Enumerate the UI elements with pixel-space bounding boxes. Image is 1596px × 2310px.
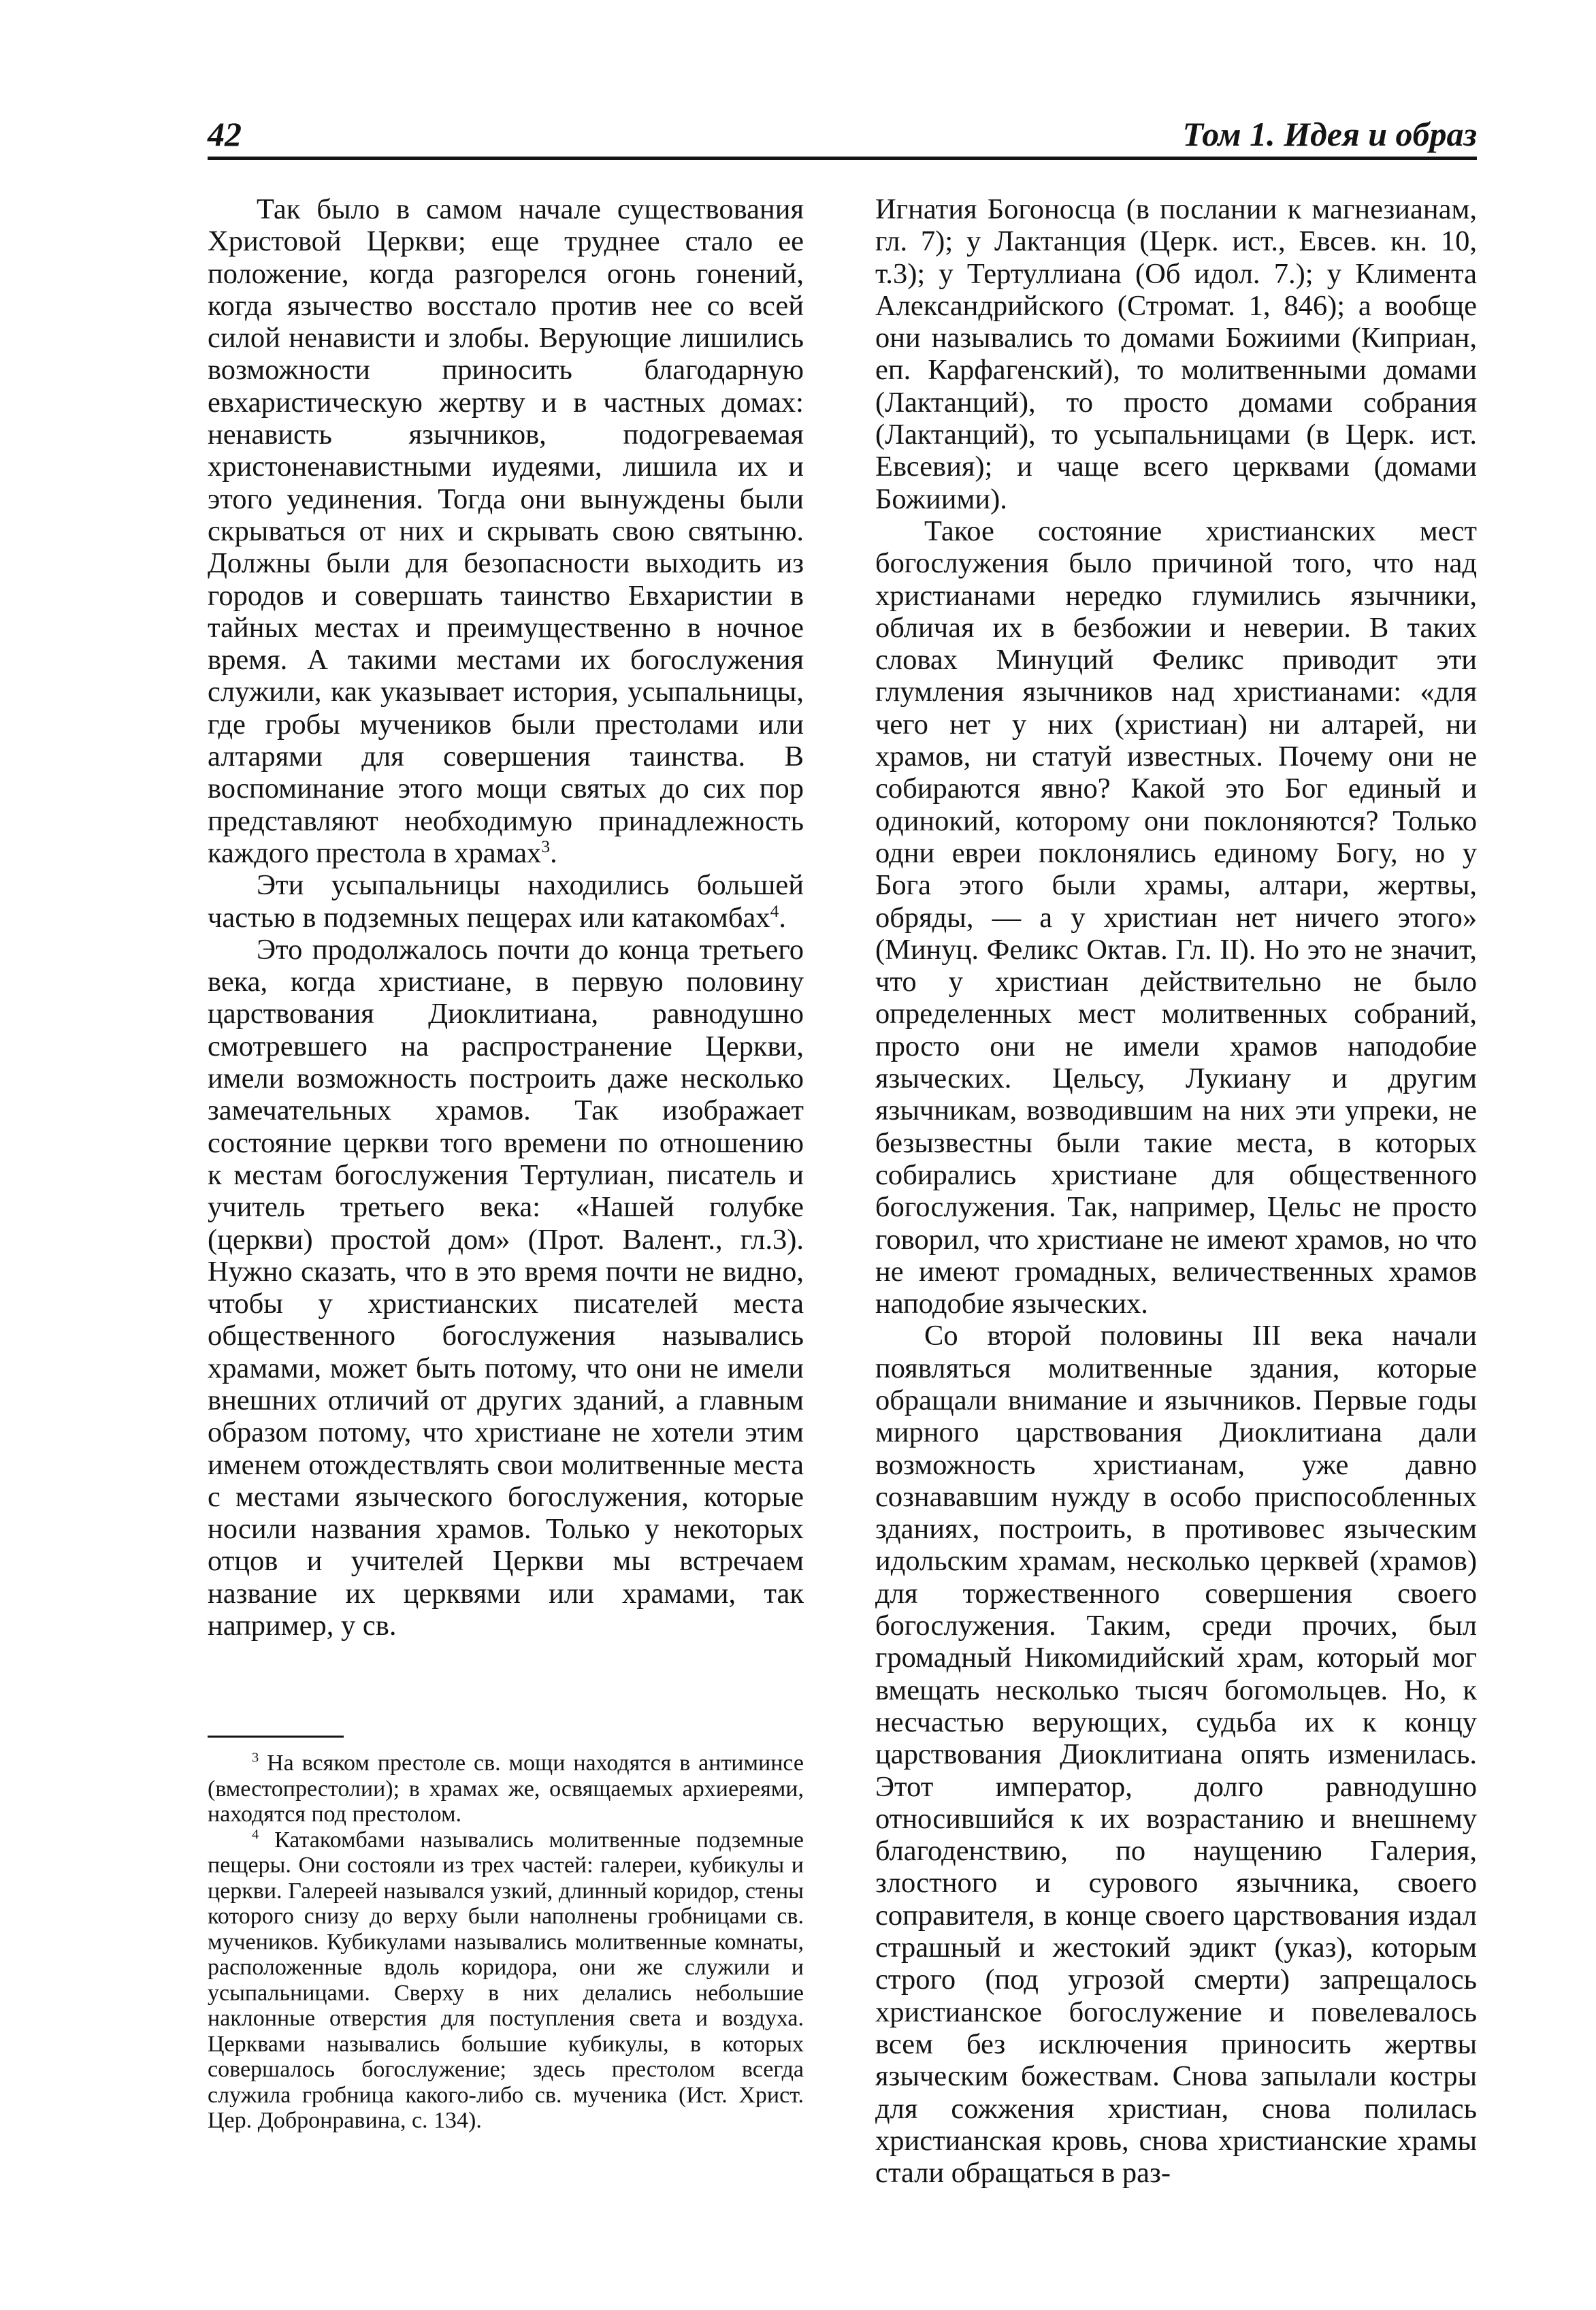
footnote [208,1751,804,1827]
page-header [208,114,1477,160]
right-column [875,193,1477,2189]
footnote-mark: 4 [252,1827,259,1842]
footnote-ref: 3 [541,836,551,856]
footnotes [208,1751,804,2134]
footnote-ref: 4 [770,900,779,921]
paragraph: Со второй половины III века начали появляться молитвенные здания, которые обращали внимание и язычников. Первые годы мирного царствования Диоклитиана дали возможность христианам, уже давно сознававшим нужду в особо приспособленных зданиях, построить, в противовес языческим идольским храмам, несколько церквей (храмов) для торжественного совершения своего богослужения. Таким, среди прочих, был громадный Никомидийский храм, который мог вмещать несколько тысяч богомольцев. Но, к несчастью верующих, судьба их к концу царствования Диоклитиана опять изменилась. Этот император, долго равнодушно относившийся к их возрастанию и внешнему благоденствию, по наущению Галерия, злостного и сурового язычника, своего соправителя, в конце своего царствования издал страшный и жестокий эдикт (указ), которым строго (под угрозой смерти) запрещалось христианское богослужение и повелевалось всем без исключения приносить жертвы языческим божествам. Снова запылали костры для сожжения христиан, снова полилась христианская кровь, снова христианские храмы стали обращаться в раз- [875,1320,1477,2190]
footnote [208,1827,804,2134]
paragraph-text: Эти усыпальницы находились большей частью в подземных пещерах или катакомбах [208,869,804,934]
page-number: 42 [208,115,242,153]
left-column [208,193,804,1642]
footnote-mark: 3 [252,1750,259,1766]
footnote-separator [208,1736,344,1738]
footnote-text: На всяком престоле св. мощи находятся в антиминсе (вместопрестолии); в храмах же, освящаемых архиереями, находятся под престолом. [208,1751,804,1827]
paragraph: Эти усыпальницы находились большей частью в подземных пещерах или катакомбах$^4$. [208,869,804,934]
paragraph-text: Так было в самом начале существования Христовой Церкви; еще труднее стало ее положение, когда разгорелся огонь гонений, когда язычество восстало против нее со всей силой ненависти и злобы. Верующие лишились возможности приносить благодарную евхаристическую жертву и в частных домах: ненависть язычников, подогреваемая христоненавистными иудеями, лишила их и этого уединения. Тогда они вынуждены были скрываться от них и скрывать свою святыню. Должны были для безопасности выходить из городов и совершать таинство Евхаристии в тайных местах и преимущественно в ночное время. А такими местами их богослужения служили, как указывает история, усыпальницы, где гробы мучеников были престолами или алтарями для совершения таинства. В воспоминание этого мощи святых до сих пор представляют необходимую принадлежность каждого престола в храмах [208,193,804,869]
running-title: Том 1. Идея и образ [1182,115,1477,153]
paragraph: Это продолжалось почти до конца третьего века, когда христиане, в первую половину царствования Диоклитиана, равнодушно смотревшего на распространение Церкви, имели возможность построить даже несколько замечательных храмов. Так изображает состояние церкви того времени по отношению к местам богослужения Тертулиан, писатель и учитель третьего века: «Нашей голубке (церкви) простой дом» (Прот. Валент., гл.3). Нужно сказать, что в это время почти не видно, чтобы у христианских писателей места общественного богослужения назывались храмами, может быть потому, что они не имели внешних отличий от других зданий, а главным образом потому, что христиане не хотели этим именем отождествлять свои молитвенные места с местами языческого богослужения, которые носили названия храмов. Только у некоторых отцов и учителей Церкви мы встречаем название их церквями или храмами, так например, у св. [208,933,804,1642]
paragraph: Такое состояние христианских мест богослужения было причиной того, что над христианами нередко глумились язычники, обличая их в безбожии и неверии. В таких словах Минуций Феликс приводит эти глумления язычников над христианами: «для чего нет у них (христиан) ни алтарей, ни храмов, ни статуй известных. Почему они не собираются явно? Какой это Бог единый и одинокий, которому они поклоняются? Только одни евреи поклонялись единому Богу, но у Бога этого были храмы, алтари, жертвы, обряды, — а у христиан нет ничего этого» (Минуц. Феликс Октав. Гл. II). Но это не значит, что у христиан действительно не было определенных мест молитвенных собраний, просто они не имели храмов наподобие языческих. Цельсу, Лукиану и другим язычникам, возводившим на них эти упреки, не безызвестны были такие места, в которых собирались христиане для общественного богослужения. Так, например, Цельс не просто говорил, что христиане не имеют храмов, но что не имеют громадных, величественных храмов наподобие языческих. [875,515,1477,1320]
footnote-text: Катакомбами назывались молитвенные подземные пещеры. Они состояли из трех частей: галереи, кубикулы и церкви. Галереей назывался узкий, длинный коридор, стены которого снизу до верху были наполнены гробницами св. мучеников. Кубикулами назывались молитвенные комнаты, расположенные вдоль коридора, они же служили и усыпальницами. Сверху в них делались небольшие наклонные отверстия для поступления света и воздуха. Церквами назывались большие кубикулы, в которых совершалось богослужение; здесь престолом всегда служила гробница какого-либо св. мученика (Ист. Христ. Цер. Добронравина, с. 134). [208,1827,804,2133]
paragraph: Игнатия Богоносца (в послании к магнезианам, гл. 7); у Лактанция (Церк. ист., Евсев. кн. 10, т.3); у Тертуллиана (Об идол. 7.); у Климента Александрийского (Стромат. 1, 846); а вообще они назывались то домами Божиими (Киприан, еп. Карфагенский), то молитвенными домами (Лактанций), то просто домами собрания (Лактанций), то усыпальницами (в Церк. ист. Евсевия); и чаще всего церквами (домами Божиими). [875,193,1477,515]
paragraph: Так было в самом начале существования Христовой Церкви; еще труднее стало ее положение, когда разгорелся огонь гонений, когда язычество восстало против нее со всей силой ненависти и злобы. Верующие лишились возможности приносить благодарную евхаристическую жертву и в частных домах: ненависть язычников, подогреваемая христоненавистными иудеями, лишила их и этого уединения. Тогда они вынуждены были скрываться от них и скрывать свою святыню. Должны были для безопасности выходить из городов и совершать таинство Евхаристии в тайных местах и преимущественно в ночное время. А такими местами их богослужения служили, как указывает история, усыпальницы, где гробы мучеников были престолами или алтарями для совершения таинства. В воспоминание этого мощи святых до сих пор представляют необходимую принадлежность каждого престола в храмах$^3$. [208,193,804,869]
